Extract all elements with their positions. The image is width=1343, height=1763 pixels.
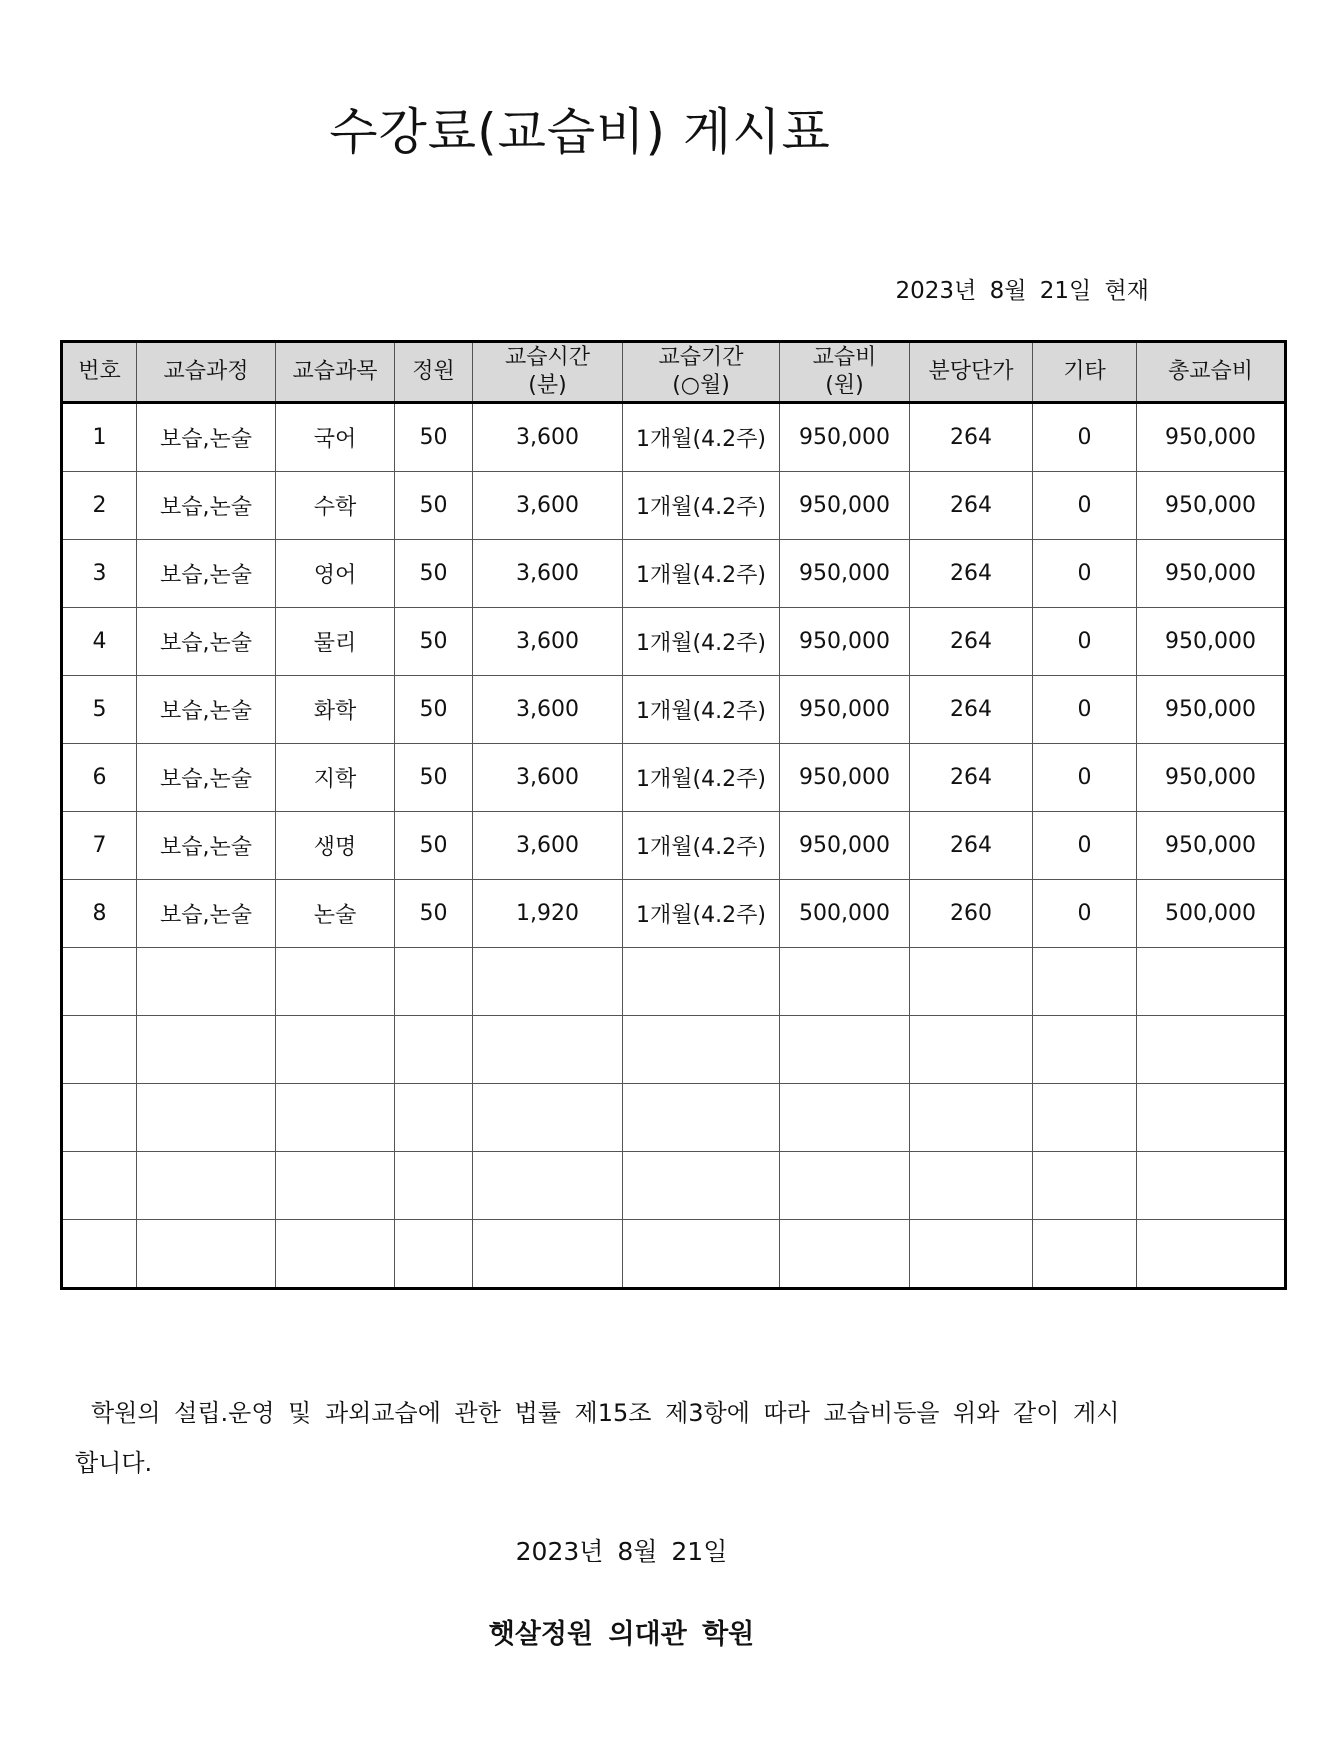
table-cell: 0 — [1033, 608, 1137, 676]
empty-table-cell — [623, 1220, 780, 1289]
empty-table-cell — [1033, 1084, 1137, 1152]
table-cell: 0 — [1033, 812, 1137, 880]
empty-table-cell — [1033, 1016, 1137, 1084]
empty-table-cell — [780, 1152, 910, 1220]
table-cell: 1,920 — [473, 880, 623, 948]
empty-table-cell — [395, 1084, 473, 1152]
table-cell: 950,000 — [780, 812, 910, 880]
table-cell: 50 — [395, 812, 473, 880]
table-cell: 50 — [395, 540, 473, 608]
table-cell: 5 — [62, 676, 137, 744]
table-row — [62, 608, 1286, 676]
column-header-label: 교습시간 — [504, 345, 590, 370]
table-body — [62, 403, 1286, 1289]
legal-notice — [75, 1388, 1155, 1488]
empty-table-cell — [276, 1016, 395, 1084]
empty-table-cell — [910, 1220, 1033, 1289]
table-row — [62, 812, 1286, 880]
table-cell: 0 — [1033, 472, 1137, 540]
empty-table-cell — [137, 1016, 276, 1084]
table-cell: 3,600 — [473, 540, 623, 608]
empty-table-cell — [623, 948, 780, 1016]
column-header — [395, 342, 473, 403]
empty-table-cell — [1137, 1152, 1286, 1220]
empty-table-cell — [62, 1084, 137, 1152]
table-cell: 1개월(4.2주) — [623, 608, 780, 676]
table-row — [62, 880, 1286, 948]
table-cell: 물리 — [276, 608, 395, 676]
column-header — [910, 342, 1033, 403]
column-header-unit: (원) — [825, 373, 864, 398]
table-cell: 7 — [62, 812, 137, 880]
column-header-label: 번호 — [78, 359, 121, 384]
document-title: 수강료(교습비) 게시표 — [329, 103, 831, 161]
table-cell: 950,000 — [780, 676, 910, 744]
table-cell: 보습,논술 — [137, 608, 276, 676]
table-cell: 논술 — [276, 880, 395, 948]
empty-table-cell — [62, 948, 137, 1016]
table-cell: 950,000 — [780, 472, 910, 540]
table-cell: 50 — [395, 880, 473, 948]
empty-table-cell — [62, 1152, 137, 1220]
column-header — [276, 342, 395, 403]
empty-table-cell — [780, 948, 910, 1016]
table-cell: 3,600 — [473, 744, 623, 812]
table-cell: 0 — [1033, 676, 1137, 744]
table-cell: 보습,논술 — [137, 472, 276, 540]
empty-table-cell — [62, 1220, 137, 1289]
empty-table-cell — [1137, 1220, 1286, 1289]
table-cell: 50 — [395, 676, 473, 744]
table-cell: 950,000 — [780, 608, 910, 676]
table-row — [62, 676, 1286, 744]
table-cell: 500,000 — [1137, 880, 1286, 948]
tuition-fee-table — [60, 340, 1287, 1290]
column-header — [473, 342, 623, 403]
table-cell: 950,000 — [780, 540, 910, 608]
column-header — [1137, 342, 1286, 403]
column-header-label: 교습비 — [812, 345, 877, 370]
empty-table-cell — [910, 1152, 1033, 1220]
table-cell: 260 — [910, 880, 1033, 948]
table-cell: 50 — [395, 403, 473, 472]
table-cell: 1개월(4.2주) — [623, 403, 780, 472]
empty-table-cell — [62, 1016, 137, 1084]
table-cell: 영어 — [276, 540, 395, 608]
empty-table-row — [62, 1084, 1286, 1152]
column-header — [137, 342, 276, 403]
table-cell: 50 — [395, 744, 473, 812]
empty-table-cell — [276, 1220, 395, 1289]
empty-table-cell — [910, 1016, 1033, 1084]
table-cell: 500,000 — [780, 880, 910, 948]
empty-table-row — [62, 1152, 1286, 1220]
table-cell: 950,000 — [780, 744, 910, 812]
table-cell: 국어 — [276, 403, 395, 472]
notice-line-1: 학원의 설립.운영 및 과외교습에 관한 법률 제15조 제3항에 따라 교습비등을 위와 같이 게시 — [91, 1399, 1120, 1427]
empty-table-cell — [780, 1016, 910, 1084]
empty-table-cell — [395, 1016, 473, 1084]
table-cell: 950,000 — [1137, 676, 1286, 744]
column-header — [62, 342, 137, 403]
empty-table-cell — [780, 1084, 910, 1152]
empty-table-cell — [137, 1152, 276, 1220]
empty-table-cell — [1033, 948, 1137, 1016]
table-cell: 0 — [1033, 880, 1137, 948]
empty-table-cell — [137, 1220, 276, 1289]
empty-table-cell — [276, 1152, 395, 1220]
column-header-label: 교습과정 — [163, 359, 249, 384]
table-cell: 50 — [395, 472, 473, 540]
table-cell: 3,600 — [473, 403, 623, 472]
table-cell: 보습,논술 — [137, 540, 276, 608]
table-cell: 보습,논술 — [137, 676, 276, 744]
table-cell: 4 — [62, 608, 137, 676]
empty-table-cell — [910, 1084, 1033, 1152]
column-header-label: 분당단가 — [928, 359, 1014, 384]
column-header-label: 기타 — [1063, 359, 1106, 384]
table-cell: 950,000 — [1137, 812, 1286, 880]
column-header-unit: (분) — [528, 373, 567, 398]
table-cell: 264 — [910, 403, 1033, 472]
table-cell: 8 — [62, 880, 137, 948]
table-cell: 보습,논술 — [137, 812, 276, 880]
column-header-label: 정원 — [412, 359, 455, 384]
empty-table-row — [62, 1016, 1286, 1084]
table-cell: 950,000 — [1137, 744, 1286, 812]
table-cell: 보습,논술 — [137, 744, 276, 812]
table-cell: 264 — [910, 540, 1033, 608]
table-cell: 보습,논술 — [137, 880, 276, 948]
empty-table-cell — [137, 1084, 276, 1152]
table-cell: 1개월(4.2주) — [623, 880, 780, 948]
table-cell: 950,000 — [1137, 403, 1286, 472]
column-header-unit: (○월) — [672, 373, 730, 398]
empty-table-cell — [1033, 1220, 1137, 1289]
table-row — [62, 744, 1286, 812]
table-cell: 1개월(4.2주) — [623, 676, 780, 744]
column-header-label: 총교습비 — [1167, 359, 1253, 384]
table-cell: 3,600 — [473, 812, 623, 880]
empty-table-cell — [1137, 1016, 1286, 1084]
notice-line-2: 합니다. — [75, 1449, 153, 1477]
table-cell: 3,600 — [473, 608, 623, 676]
table-cell: 950,000 — [1137, 472, 1286, 540]
academy-name: 햇살정원 의대관 학원 — [488, 1619, 755, 1650]
empty-table-cell — [1137, 1084, 1286, 1152]
table-row — [62, 403, 1286, 472]
empty-table-cell — [137, 948, 276, 1016]
table-cell: 화학 — [276, 676, 395, 744]
empty-table-cell — [780, 1220, 910, 1289]
table-cell: 264 — [910, 812, 1033, 880]
empty-table-cell — [623, 1084, 780, 1152]
empty-table-cell — [473, 1220, 623, 1289]
table-cell: 1개월(4.2주) — [623, 744, 780, 812]
table-cell: 264 — [910, 676, 1033, 744]
column-header-label: 교습기간 — [658, 345, 744, 370]
table-cell: 생명 — [276, 812, 395, 880]
table-row — [62, 472, 1286, 540]
table-cell: 수학 — [276, 472, 395, 540]
table-row — [62, 540, 1286, 608]
empty-table-cell — [473, 1152, 623, 1220]
empty-table-cell — [276, 1084, 395, 1152]
empty-table-row — [62, 948, 1286, 1016]
table-cell: 264 — [910, 608, 1033, 676]
empty-table-row — [62, 1220, 1286, 1289]
empty-table-cell — [395, 1220, 473, 1289]
column-header-label: 교습과목 — [292, 359, 378, 384]
empty-table-cell — [276, 948, 395, 1016]
column-header — [623, 342, 780, 403]
table-cell: 950,000 — [1137, 540, 1286, 608]
column-header — [780, 342, 910, 403]
table-header-row — [62, 342, 1286, 403]
table-cell: 3,600 — [473, 472, 623, 540]
table-cell: 1개월(4.2주) — [623, 812, 780, 880]
table-cell: 3,600 — [473, 676, 623, 744]
empty-table-cell — [395, 948, 473, 1016]
empty-table-cell — [473, 1016, 623, 1084]
empty-table-cell — [473, 1084, 623, 1152]
table-cell: 6 — [62, 744, 137, 812]
table-cell: 950,000 — [780, 403, 910, 472]
table-cell: 3 — [62, 540, 137, 608]
table-cell: 950,000 — [1137, 608, 1286, 676]
empty-table-cell — [623, 1152, 780, 1220]
issue-date: 2023년 8월 21일 — [515, 1537, 728, 1566]
column-header — [1033, 342, 1137, 403]
empty-table-cell — [395, 1152, 473, 1220]
table-cell: 1개월(4.2주) — [623, 540, 780, 608]
empty-table-cell — [1137, 948, 1286, 1016]
table-cell: 264 — [910, 744, 1033, 812]
table-cell: 0 — [1033, 403, 1137, 472]
empty-table-cell — [1033, 1152, 1137, 1220]
empty-table-cell — [910, 948, 1033, 1016]
empty-table-cell — [473, 948, 623, 1016]
table-cell: 보습,논술 — [137, 403, 276, 472]
table-cell: 1 — [62, 403, 137, 472]
table-cell: 50 — [395, 608, 473, 676]
empty-table-cell — [623, 1016, 780, 1084]
as-of-date: 2023년 8월 21일 현재 — [895, 278, 1149, 304]
table-cell: 2 — [62, 472, 137, 540]
table-cell: 0 — [1033, 540, 1137, 608]
table-cell: 1개월(4.2주) — [623, 472, 780, 540]
table-cell: 264 — [910, 472, 1033, 540]
table-cell: 지학 — [276, 744, 395, 812]
table-cell: 0 — [1033, 744, 1137, 812]
